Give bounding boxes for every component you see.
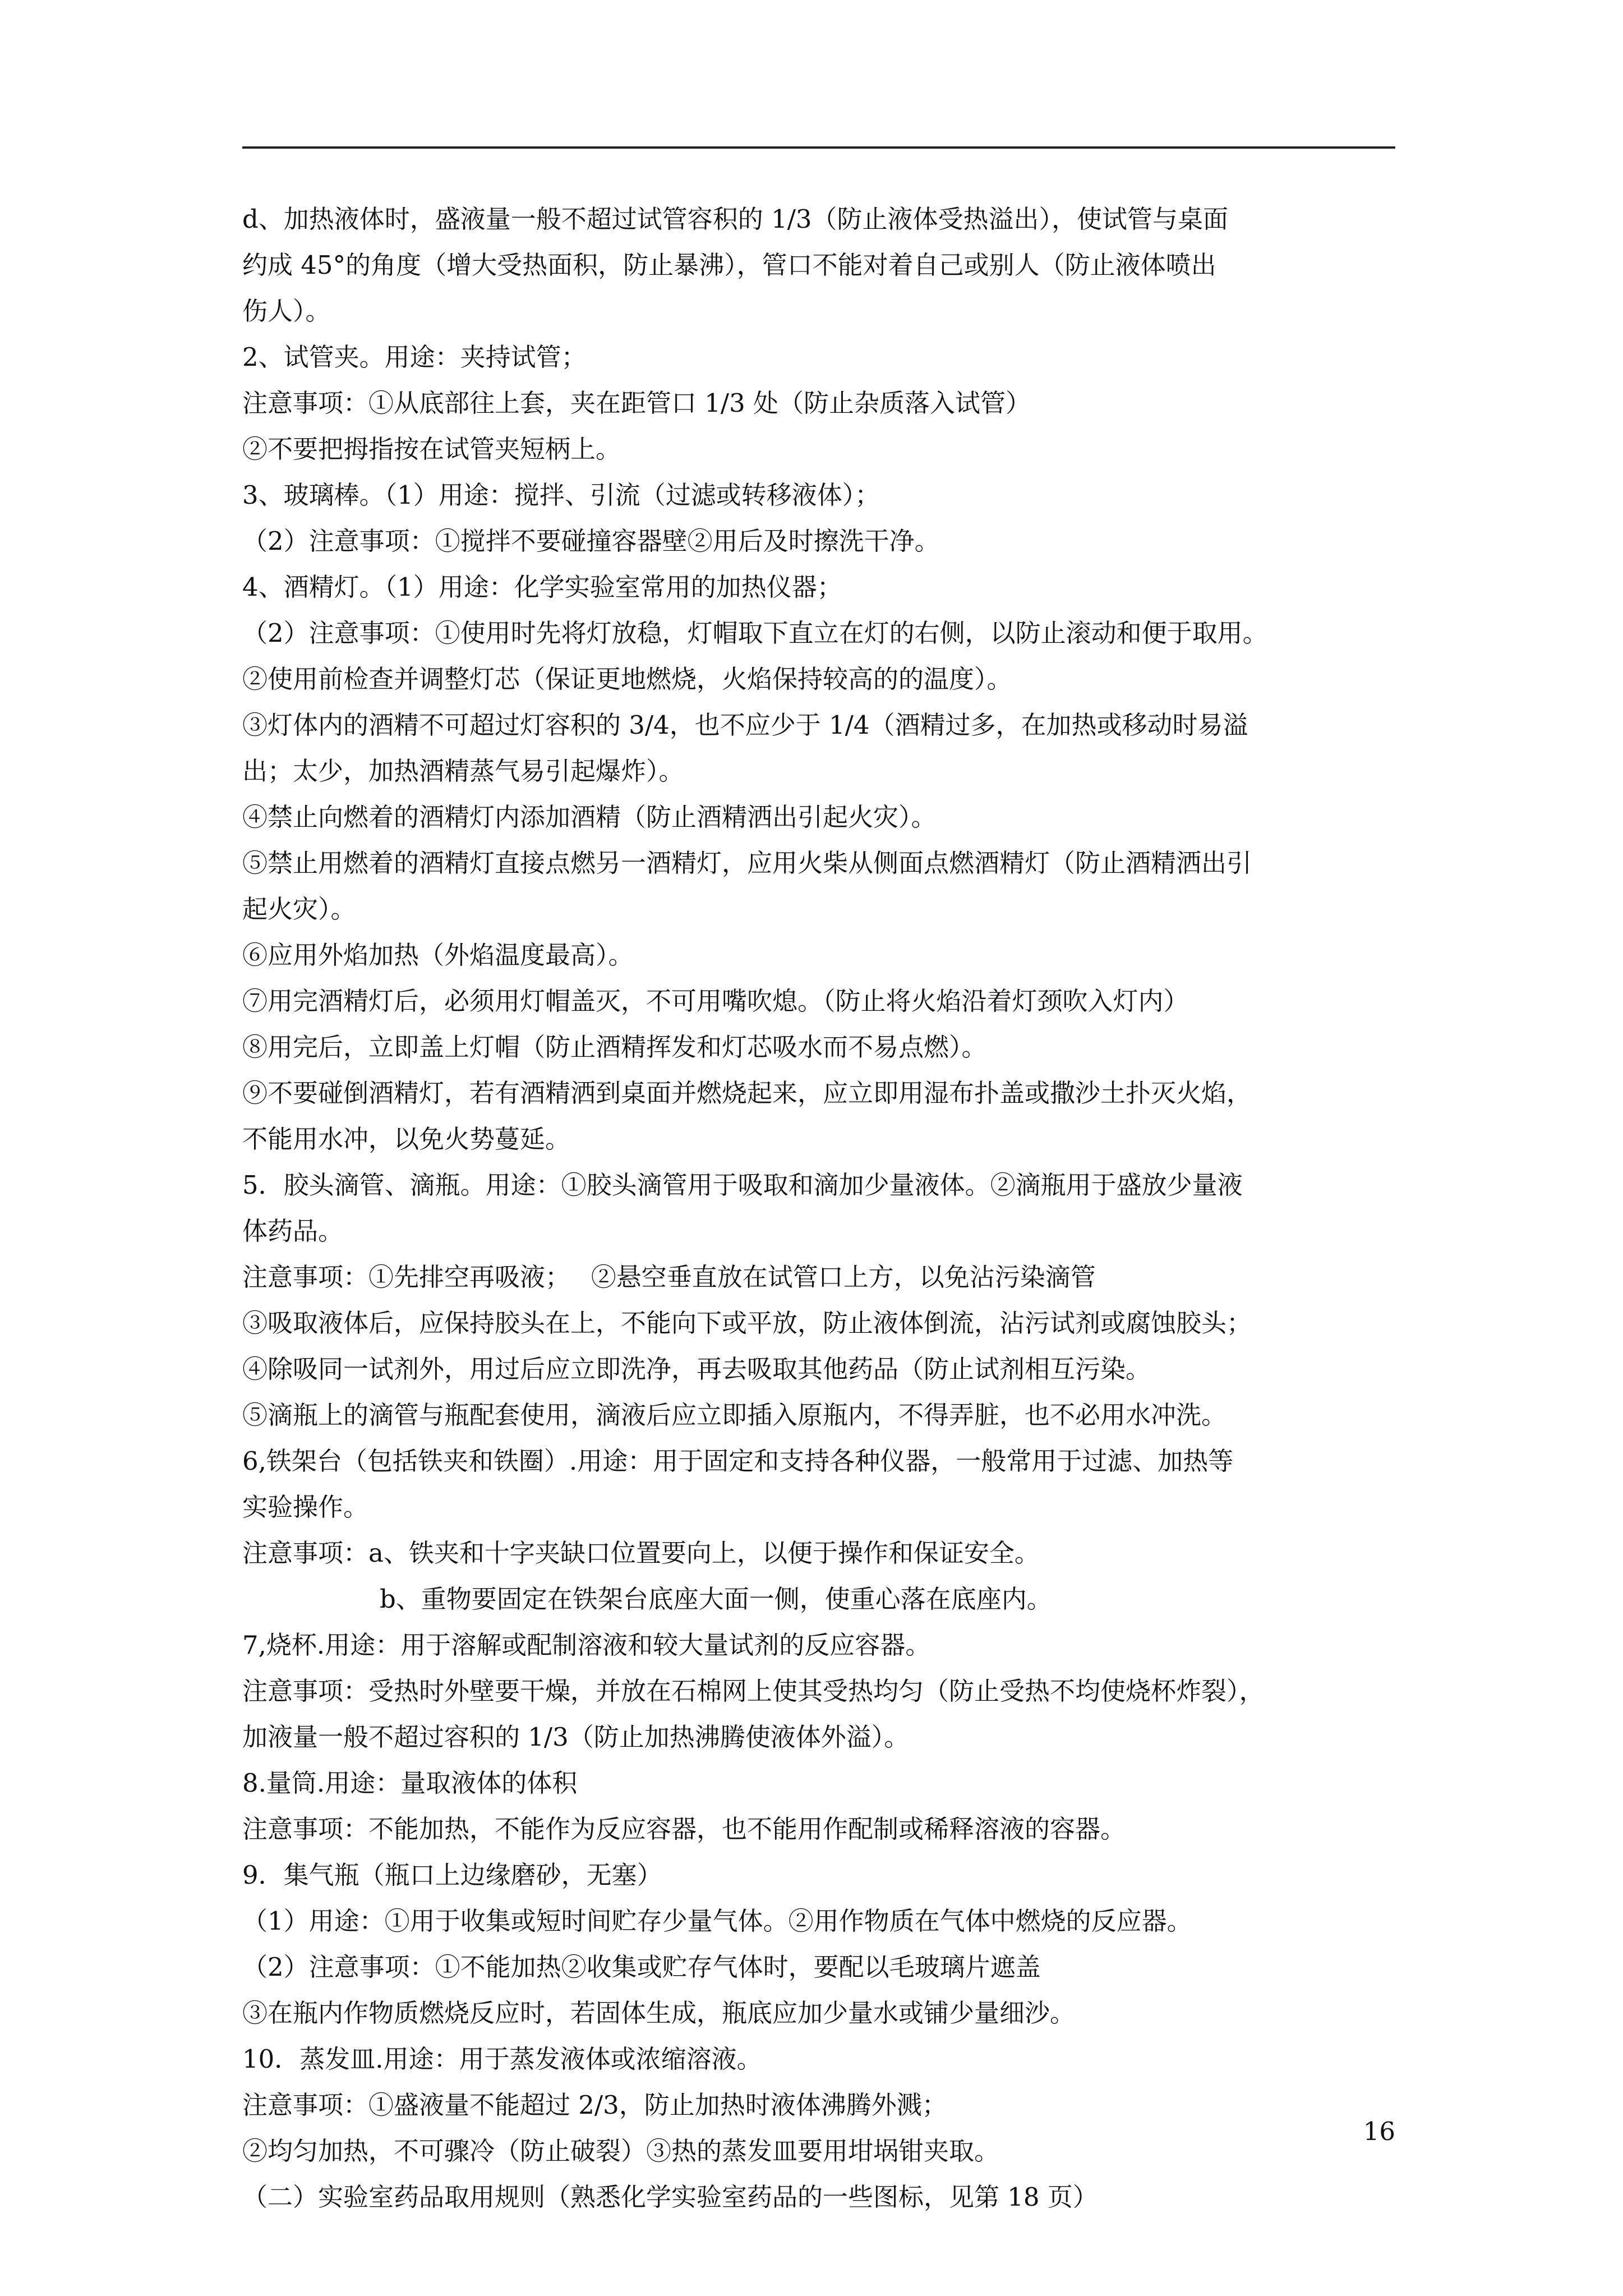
text-line: ②使用前检查并调整灯芯（保证更地燃烧，火焰保持较高的的温度）。 bbox=[242, 664, 1012, 694]
section-heading-alcohol-lamp: 4、酒精灯。（1）用途：化学实验室常用的加热仪器； bbox=[242, 572, 842, 602]
section-heading-glass-rod: 3、玻璃棒。（1）用途：搅拌、引流（过滤或转移液体）； bbox=[242, 480, 880, 510]
text-line: ⑤禁止用燃着的酒精灯直接点燃另一酒精灯，应用火柴从侧面点燃酒精灯（防止酒精洒出引 bbox=[242, 848, 1252, 878]
text-line: 体药品。 bbox=[242, 1216, 344, 1246]
text-line: ⑤滴瓶上的滴管与瓶配套使用，滴液后应立即插入原瓶内，不得弄脏，也不必用水冲洗。 bbox=[242, 1400, 1227, 1430]
text-line: 注意事项：①盛液量不能超过 2/3，防止加热时液体沸腾外溅； bbox=[242, 2090, 947, 2120]
text-line: 注意事项：①从底部往上套，夹在距管口 1/3 处（防止杂质落入试管） bbox=[242, 388, 1031, 418]
text-line: 注意事项：①先排空再吸液； ②悬空垂直放在试管口上方，以免沾污染滴管 bbox=[242, 1262, 1096, 1292]
text-line: ③灯体内的酒精不可超过灯容积的 3/4，也不应少于 1/4（酒精过多，在加热或移动时易溢 bbox=[242, 710, 1248, 740]
text-line: ③吸取液体后，应保持胶头在上，不能向下或平放，防止液体倒流，沾污试剂或腐蚀胶头； bbox=[242, 1308, 1252, 1338]
text-line: ⑦用完酒精灯后，必须用灯帽盖灭，不可用嘴吹熄。（防止将火焰沿着灯颈吹入灯内） bbox=[242, 986, 1189, 1016]
text-line: ⑧用完后，立即盖上灯帽（防止酒精挥发和灯芯吸水而不易点燃）。 bbox=[242, 1032, 987, 1062]
text-line: 加液量一般不超过容积的 1/3（防止加热沸腾使液体外溢）。 bbox=[242, 1722, 910, 1752]
section-heading-reagent-rules: （二）实验室药品取用规则（熟悉化学实验室药品的一些图标，见第 18 页） bbox=[242, 2182, 1098, 2212]
text-line-indented: b、重物要固定在铁架台底座大面一侧，使重心落在底座内。 bbox=[380, 1584, 1052, 1614]
section-heading-iron-stand: 6,铁架台（包括铁夹和铁圈）.用途：用于固定和支持各种仪器，一般常用于过滤、加热等 bbox=[242, 1446, 1234, 1476]
text-line: （1）用途：①用于收集或短时间贮存少量气体。②用作物质在气体中燃烧的反应器。 bbox=[242, 1906, 1192, 1936]
text-line: 注意事项：a、铁夹和十字夹缺口位置要向上，以便于操作和保证安全。 bbox=[242, 1538, 1040, 1568]
text-line: （2）注意事项：①不能加热②收集或贮存气体时，要配以毛玻璃片遮盖 bbox=[242, 1952, 1041, 1982]
text-line: 注意事项：受热时外壁要干燥，并放在石棉网上使其受热均匀（防止受热不均使烧杯炸裂）， bbox=[242, 1676, 1265, 1706]
section-heading-beaker: 7,烧杯.用途：用于溶解或配制溶液和较大量试剂的反应容器。 bbox=[242, 1630, 931, 1660]
text-line: ③在瓶内作物质燃烧反应时，若固体生成，瓶底应加少量水或铺少量细沙。 bbox=[242, 1998, 1076, 2028]
text-line: ⑥应用外焰加热（外焰温度最高）。 bbox=[242, 940, 634, 970]
text-line: ④禁止向燃着的酒精灯内添加酒精（防止酒精洒出引起火灾）。 bbox=[242, 802, 937, 832]
section-heading-evaporating-dish: 10．蒸发皿.用途：用于蒸发液体或浓缩溶液。 bbox=[242, 2044, 762, 2074]
section-heading-test-tube-holder: 2、试管夹。用途：夹持试管； bbox=[242, 342, 587, 372]
page-body bbox=[242, 196, 1403, 2220]
text-line: 注意事项：不能加热，不能作为反应容器，也不能用作配制或稀释溶液的容器。 bbox=[242, 1814, 1126, 1844]
header-rule bbox=[242, 146, 1395, 149]
section-heading-graduated-cylinder: 8.量筒.用途：量取液体的体积 bbox=[242, 1768, 578, 1798]
section-heading-gas-jar: 9．集气瓶（瓶口上边缘磨砂，无塞） bbox=[242, 1860, 662, 1890]
text-line: （2）注意事项：①使用时先将灯放稳，灯帽取下直立在灯的右侧，以防止滚动和便于取用。 bbox=[242, 618, 1268, 648]
text-line: 伤人）。 bbox=[242, 296, 331, 326]
section-heading-dropper: 5．胶头滴管、滴瓶。用途：①胶头滴管用于吸取和滴加少量液体。②滴瓶用于盛放少量液 bbox=[242, 1170, 1243, 1200]
text-line: 实验操作。 bbox=[242, 1492, 369, 1522]
text-line: ②不要把拇指按在试管夹短柄上。 bbox=[242, 434, 621, 464]
text-line: 约成 45°的角度（增大受热面积，防止暴沸），管口不能对着自己或别人（防止液体喷出 bbox=[242, 250, 1216, 280]
text-line: d、加热液体时，盛液量一般不超过试管容积的 1/3（防止液体受热溢出），使试管与桌面 bbox=[242, 204, 1229, 234]
text-line: ④除吸同一试剂外，用过后应立即洗净，再去吸取其他药品（防止试剂相互污染。 bbox=[242, 1354, 1151, 1384]
text-line: （2）注意事项：①搅拌不要碰撞容器壁②用后及时擦洗干净。 bbox=[242, 526, 940, 556]
text-line: 不能用水冲，以免火势蔓延。 bbox=[242, 1124, 571, 1154]
page-number: 16 bbox=[1363, 2116, 1395, 2146]
text-line: 起火灾）。 bbox=[242, 894, 356, 924]
text-line: ②均匀加热，不可骤冷（防止破裂）③热的蒸发皿要用坩埚钳夹取。 bbox=[242, 2136, 1000, 2166]
text-line: ⑨不要碰倒酒精灯，若有酒精洒到桌面并燃烧起来，应立即用湿布扑盖或撒沙土扑灭火焰， bbox=[242, 1078, 1252, 1108]
text-line: 出；太少，加热酒精蒸气易引起爆炸）。 bbox=[242, 756, 684, 786]
